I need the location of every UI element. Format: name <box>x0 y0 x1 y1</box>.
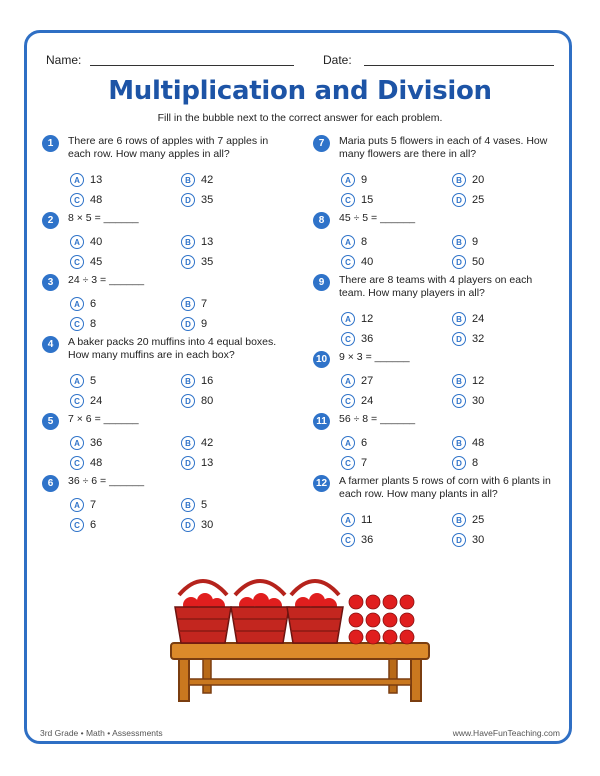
answer-option-c[interactable] <box>341 193 373 207</box>
answer-bubble[interactable]: D <box>452 332 466 346</box>
answer-option-c[interactable] <box>70 394 102 408</box>
answer-bubble[interactable]: D <box>181 193 195 207</box>
answer-option-c[interactable] <box>70 456 102 470</box>
apple-grid-icon <box>349 595 414 644</box>
answer-value: 30 <box>201 519 214 531</box>
answer-bubble[interactable]: A <box>70 374 84 388</box>
question-12 <box>313 475 551 549</box>
answer-value: 12 <box>472 375 485 387</box>
question-4 <box>42 336 277 410</box>
answer-bubble[interactable]: A <box>341 513 355 527</box>
answer-option-c[interactable] <box>341 533 373 547</box>
answer-bubble[interactable]: C <box>70 193 84 207</box>
answer-bubble[interactable]: B <box>181 498 195 512</box>
question-8 <box>313 212 543 271</box>
answer-option-a[interactable] <box>341 173 367 187</box>
answer-bubble[interactable]: A <box>70 498 84 512</box>
answer-option-b[interactable] <box>181 235 213 249</box>
apples-table-illustration <box>165 575 435 705</box>
question-text: Maria puts 5 flowers in each of 4 vases. How many flowers are there in all? <box>339 135 548 160</box>
answer-bubble[interactable]: C <box>70 394 84 408</box>
answer-value: 36 <box>361 534 374 546</box>
answer-value: 5 <box>201 499 208 511</box>
basket-icon <box>175 581 231 643</box>
question-text: 9 × 3 = ______ <box>339 351 410 363</box>
answer-value: 48 <box>90 457 103 469</box>
answer-value: 40 <box>90 236 103 248</box>
answer-value: 9 <box>201 318 208 330</box>
answer-option-b[interactable] <box>452 312 484 326</box>
answer-value: 16 <box>201 375 214 387</box>
answer-option-b[interactable] <box>181 436 213 450</box>
answer-value: 20 <box>472 174 485 186</box>
answer-option-d[interactable] <box>452 533 484 547</box>
answer-option-c[interactable] <box>341 456 367 470</box>
answer-option-d[interactable] <box>181 255 213 269</box>
answer-value: 50 <box>472 256 485 268</box>
answer-value: 35 <box>201 256 214 268</box>
answer-value: 36 <box>90 437 103 449</box>
answer-option-a[interactable] <box>341 235 367 249</box>
question-number-badge: 8 <box>313 212 330 229</box>
table-icon <box>171 643 429 701</box>
answer-value: 13 <box>201 457 214 469</box>
date-label: Date: <box>323 53 352 67</box>
answer-value: 25 <box>472 514 485 526</box>
answer-option-c[interactable] <box>341 255 373 269</box>
answer-option-b[interactable] <box>452 235 478 249</box>
answer-value: 9 <box>472 236 479 248</box>
answer-bubble[interactable]: B <box>181 374 195 388</box>
answer-value: 24 <box>90 395 103 407</box>
footer-website: www.HaveFunTeaching.com <box>452 728 560 738</box>
answer-value: 80 <box>201 395 214 407</box>
answer-bubble[interactable]: B <box>181 235 195 249</box>
answer-value: 11 <box>361 514 373 526</box>
question-number-badge: 11 <box>313 413 330 430</box>
question-number-badge: 7 <box>313 135 330 152</box>
question-10 <box>313 351 543 410</box>
question-number-badge: 4 <box>42 336 59 353</box>
answer-option-d[interactable] <box>181 456 213 470</box>
page-title: Multiplication and Division <box>108 76 492 106</box>
answer-option-b[interactable] <box>181 374 213 388</box>
answer-option-c[interactable] <box>70 317 96 331</box>
answer-bubble[interactable]: C <box>341 456 355 470</box>
answer-value: 8 <box>90 318 97 330</box>
answer-bubble[interactable]: D <box>181 317 195 331</box>
answer-bubble[interactable]: C <box>70 456 84 470</box>
answer-value: 6 <box>90 519 97 531</box>
answer-value: 45 <box>90 256 103 268</box>
question-5 <box>42 413 272 472</box>
answer-value: 9 <box>361 174 368 186</box>
answer-bubble[interactable]: C <box>341 332 355 346</box>
answer-bubble[interactable]: B <box>452 513 466 527</box>
answer-bubble[interactable]: A <box>341 173 355 187</box>
answer-option-c[interactable] <box>70 193 102 207</box>
answer-option-b[interactable] <box>181 297 207 311</box>
answer-bubble[interactable]: A <box>70 173 84 187</box>
answer-value: 30 <box>472 395 485 407</box>
answer-option-a[interactable] <box>70 297 96 311</box>
answer-bubble[interactable]: B <box>181 173 195 187</box>
question-6 <box>42 475 272 534</box>
answer-bubble[interactable]: B <box>452 312 466 326</box>
basket-icon <box>231 581 289 643</box>
name-label: Name: <box>46 53 82 67</box>
answer-value: 12 <box>361 313 374 325</box>
answer-bubble[interactable]: C <box>341 394 355 408</box>
answer-option-d[interactable] <box>452 255 484 269</box>
answer-bubble[interactable]: B <box>452 235 466 249</box>
answer-bubble[interactable]: D <box>181 456 195 470</box>
answer-bubble[interactable]: A <box>341 436 355 450</box>
answer-option-d[interactable] <box>452 394 484 408</box>
answer-value: 35 <box>201 194 214 206</box>
answer-bubble[interactable]: B <box>452 436 466 450</box>
answer-value: 13 <box>201 236 214 248</box>
answer-option-d[interactable] <box>181 518 213 532</box>
answer-bubble[interactable]: A <box>70 235 84 249</box>
instructions: Fill in the bubble next to the correct answer for each problem. <box>157 112 443 124</box>
question-1 <box>42 135 272 209</box>
answer-bubble[interactable]: D <box>452 193 466 207</box>
question-text: 56 ÷ 8 = ______ <box>339 413 416 425</box>
answer-option-b[interactable] <box>181 173 213 187</box>
answer-bubble[interactable]: A <box>341 374 355 388</box>
question-text: 45 ÷ 5 = ______ <box>339 212 416 224</box>
answer-value: 6 <box>90 298 97 310</box>
answer-option-a[interactable] <box>341 436 367 450</box>
answer-value: 8 <box>361 236 368 248</box>
answer-option-d[interactable] <box>181 317 207 331</box>
question-number-badge: 10 <box>313 351 330 368</box>
question-number-badge: 5 <box>42 413 59 430</box>
answer-option-a[interactable] <box>341 513 372 527</box>
question-3 <box>42 274 272 333</box>
question-number-badge: 9 <box>313 274 330 291</box>
answer-value: 24 <box>472 313 485 325</box>
answer-bubble[interactable]: C <box>341 255 355 269</box>
answer-bubble[interactable]: B <box>452 374 466 388</box>
answer-option-d[interactable] <box>452 456 478 470</box>
answer-value: 8 <box>472 457 479 469</box>
answer-bubble[interactable]: B <box>181 436 195 450</box>
answer-bubble[interactable]: C <box>341 533 355 547</box>
answer-value: 25 <box>472 194 485 206</box>
answer-bubble[interactable]: C <box>70 317 84 331</box>
question-number-badge: 12 <box>313 475 330 492</box>
answer-option-c[interactable] <box>341 394 373 408</box>
answer-bubble[interactable]: A <box>341 235 355 249</box>
answer-option-b[interactable] <box>452 436 484 450</box>
answer-option-d[interactable] <box>181 193 213 207</box>
question-text: 24 ÷ 3 = ______ <box>68 274 145 286</box>
answer-value: 13 <box>90 174 103 186</box>
answer-option-a[interactable] <box>341 312 373 326</box>
answer-option-b[interactable] <box>452 374 484 388</box>
answer-value: 48 <box>472 437 485 449</box>
answer-value: 27 <box>361 375 374 387</box>
answer-bubble[interactable]: C <box>70 255 84 269</box>
answer-value: 42 <box>201 174 214 186</box>
answer-value: 24 <box>361 395 374 407</box>
answer-bubble[interactable]: D <box>452 255 466 269</box>
answer-option-a[interactable] <box>70 436 102 450</box>
answer-value: 7 <box>361 457 368 469</box>
answer-option-c[interactable] <box>70 518 96 532</box>
answer-bubble[interactable]: C <box>70 518 84 532</box>
answer-option-a[interactable] <box>70 374 96 388</box>
answer-bubble[interactable]: C <box>341 193 355 207</box>
answer-bubble[interactable]: D <box>452 533 466 547</box>
answer-value: 6 <box>361 437 368 449</box>
answer-option-a[interactable] <box>70 498 96 512</box>
answer-option-a[interactable] <box>70 235 102 249</box>
answer-option-b[interactable] <box>452 173 484 187</box>
answer-bubble[interactable]: A <box>70 297 84 311</box>
answer-bubble[interactable]: A <box>341 312 355 326</box>
answer-option-d[interactable] <box>181 394 213 408</box>
answer-value: 42 <box>201 437 214 449</box>
question-7 <box>313 135 548 209</box>
answer-value: 15 <box>361 194 374 206</box>
answer-value: 30 <box>472 534 485 546</box>
question-text: 8 × 5 = ______ <box>68 212 139 224</box>
basket-icon <box>287 581 343 643</box>
question-text: A farmer plants 5 rows of corn with 6 plants in each row. How many plants in all? <box>339 475 551 500</box>
answer-bubble[interactable]: D <box>181 255 195 269</box>
answer-option-b[interactable] <box>452 513 484 527</box>
answer-value: 7 <box>201 298 208 310</box>
question-number-badge: 1 <box>42 135 59 152</box>
question-11 <box>313 413 543 472</box>
question-text: There are 8 teams with 4 players on each team. How many players in all? <box>339 274 533 299</box>
question-text: 7 × 6 = ______ <box>68 413 139 425</box>
answer-bubble[interactable]: B <box>452 173 466 187</box>
answer-value: 7 <box>90 499 97 511</box>
answer-bubble[interactable]: D <box>181 394 195 408</box>
question-text: A baker packs 20 muffins into 4 equal boxes. How many muffins are in each box? <box>68 336 277 361</box>
question-2 <box>42 212 272 271</box>
answer-option-c[interactable] <box>341 332 373 346</box>
answer-bubble[interactable]: B <box>181 297 195 311</box>
answer-option-a[interactable] <box>70 173 102 187</box>
answer-value: 36 <box>361 333 374 345</box>
answer-bubble[interactable]: D <box>452 456 466 470</box>
question-text: There are 6 rows of apples with 7 apples in each row. How many apples in all? <box>68 135 269 160</box>
question-number-badge: 2 <box>42 212 59 229</box>
answer-option-b[interactable] <box>181 498 207 512</box>
answer-option-d[interactable] <box>452 193 484 207</box>
footer-breadcrumb: 3rd Grade • Math • Assessments <box>40 728 163 738</box>
answer-value: 48 <box>90 194 103 206</box>
answer-bubble[interactable]: D <box>181 518 195 532</box>
answer-value: 40 <box>361 256 374 268</box>
answer-bubble[interactable]: D <box>452 394 466 408</box>
question-9 <box>313 274 543 348</box>
question-text: 36 ÷ 6 = ______ <box>68 475 145 487</box>
question-number-badge: 3 <box>42 274 59 291</box>
answer-option-a[interactable] <box>341 374 373 388</box>
answer-value: 32 <box>472 333 485 345</box>
answer-option-c[interactable] <box>70 255 102 269</box>
answer-option-d[interactable] <box>452 332 484 346</box>
answer-bubble[interactable]: A <box>70 436 84 450</box>
question-number-badge: 6 <box>42 475 59 492</box>
answer-value: 5 <box>90 375 97 387</box>
